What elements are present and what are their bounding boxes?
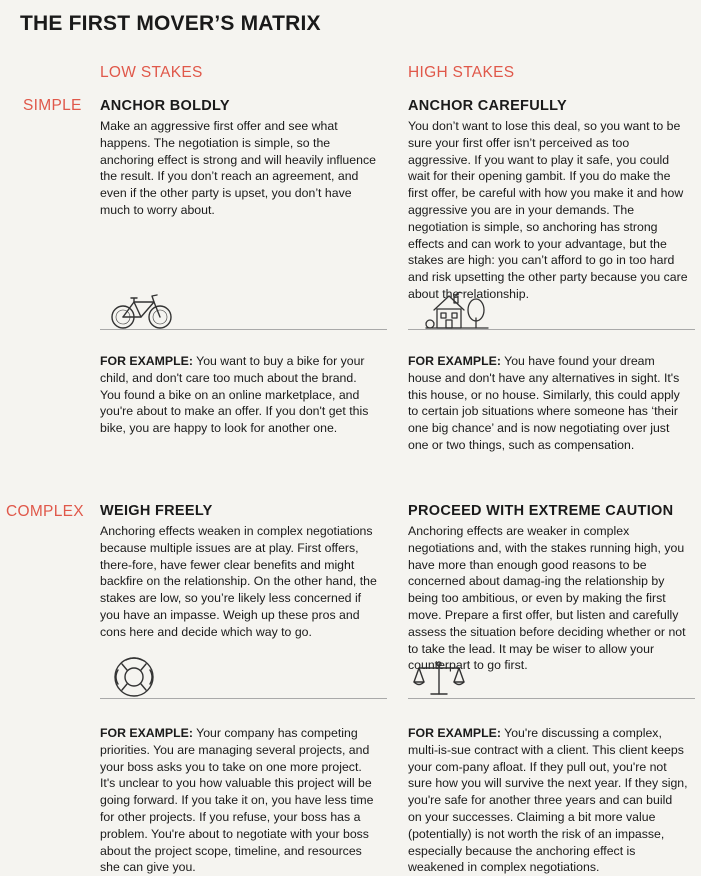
quadrant-body-anchor-boldly: Make an aggressive first offer and see what happens. The negotiation is simple, so the anchoring effect is strong and will heavily influence the result. If you don’t reach an agreement, and even if the other party is upset, you don’t have much to worry about. xyxy=(100,119,376,217)
divider-complex-low xyxy=(100,698,387,699)
example-text: You're discussing a complex, multi-is-sue contract with a client. This client keeps your com-pany afloat. If they pull out, you're not sure how you will survive the next year. If they sign, you're safe for another three years and can build on your successes. Claiming a bit more value (potentially) is not worth the risk of an impasse, especially because the anchoring effect is weakened in complex negotiations. xyxy=(408,726,688,875)
house-icon xyxy=(424,290,490,330)
scales-icon xyxy=(413,660,465,698)
example-anchor-boldly xyxy=(100,353,380,437)
column-header-high-stakes: HIGH STAKES xyxy=(408,64,515,81)
quadrant-title-anchor-boldly: ANCHOR BOLDLY xyxy=(100,98,230,114)
divider-complex-high xyxy=(408,698,695,699)
quadrant-body-proceed-with-extreme-caution: Anchoring effects are weaker in complex negotiations and, with the stakes running high, you have more than enough good reasons to be concerned about damag-ing the relationship by being too ambitious, or even by making the first move. Prepare a first offer, but listen and carefully assess the situation before deciding whether or not to take the lead. It may be wiser to allow your counterpart to go first. xyxy=(408,524,686,673)
example-weigh-freely xyxy=(100,725,380,876)
page-title: THE FIRST MOVER’S MATRIX xyxy=(20,12,321,35)
divider-simple-high xyxy=(408,329,695,330)
example-text: Your company has competing priorities. You are managing several projects, and your boss asks you to take on one more project. It's unclear to you how valuable this project will be going forward. If you take it on, you have less time for other projects. If you refuse, your boss has a problem. You're about to negotiate with your boss about the project scope, timeline, and resources she can give you. xyxy=(100,726,374,875)
quadrant-body-weigh-freely: Anchoring effects weaken in complex negotiations because multiple issues are at play. First offers, there-fore, have fewer clear benefits and might backfire on the relationship. On the other hand, the stakes are low, so you’re likely less concerned if you have an impasse. Weigh up these pros and cons here and decide which way to go. xyxy=(100,524,377,639)
quadrant-title-weigh-freely: WEIGH FREELY xyxy=(100,503,213,519)
example-label: FOR EXAMPLE: xyxy=(408,354,501,368)
divider-simple-low xyxy=(100,329,387,330)
quadrant-title-proceed-with-extreme-caution: PROCEED WITH EXTREME CAUTION xyxy=(408,503,674,519)
example-proceed-with-extreme-caution xyxy=(408,725,688,876)
column-header-low-stakes: LOW STAKES xyxy=(100,64,203,81)
quadrant-body-anchor-carefully: You don’t want to lose this deal, so you want to be sure your first offer isn’t perceived as too aggressive. If you want to play it safe, you could wait for their opening gambit. If you do make the first offer, be careful with how you make it and how aggressive you are in your demands. The negotiation is simple, so anchoring has strong effects and can work to your advantage, but the stakes are high: you can’t afford to go in too hard and risk upsetting the other party because you care about the relationship. xyxy=(408,119,688,301)
quadrant-title-anchor-carefully: ANCHOR CAREFULLY xyxy=(408,98,567,114)
life-ring-icon xyxy=(112,656,158,698)
row-header-complex: COMPLEX xyxy=(6,503,84,520)
bicycle-icon xyxy=(110,294,174,330)
example-label: FOR EXAMPLE: xyxy=(100,726,193,740)
example-text: You have found your dream house and don't have any alternatives in sight. It's this house, or no house. Similarly, this could apply to certain job situations where someone has ‘their one big chance’ and is now negotiating over just one or two things, such as compensation. xyxy=(408,354,680,452)
example-label: FOR EXAMPLE: xyxy=(100,354,193,368)
example-anchor-carefully xyxy=(408,353,688,454)
row-header-simple: SIMPLE xyxy=(23,97,82,114)
example-text: You want to buy a bike for your child, and don't care too much about the brand. You found a bike on an online marketplace, and you're about to make an offer. If you don't get this bike, you are happy to look for another one. xyxy=(100,354,369,436)
example-label: FOR EXAMPLE: xyxy=(408,726,501,740)
